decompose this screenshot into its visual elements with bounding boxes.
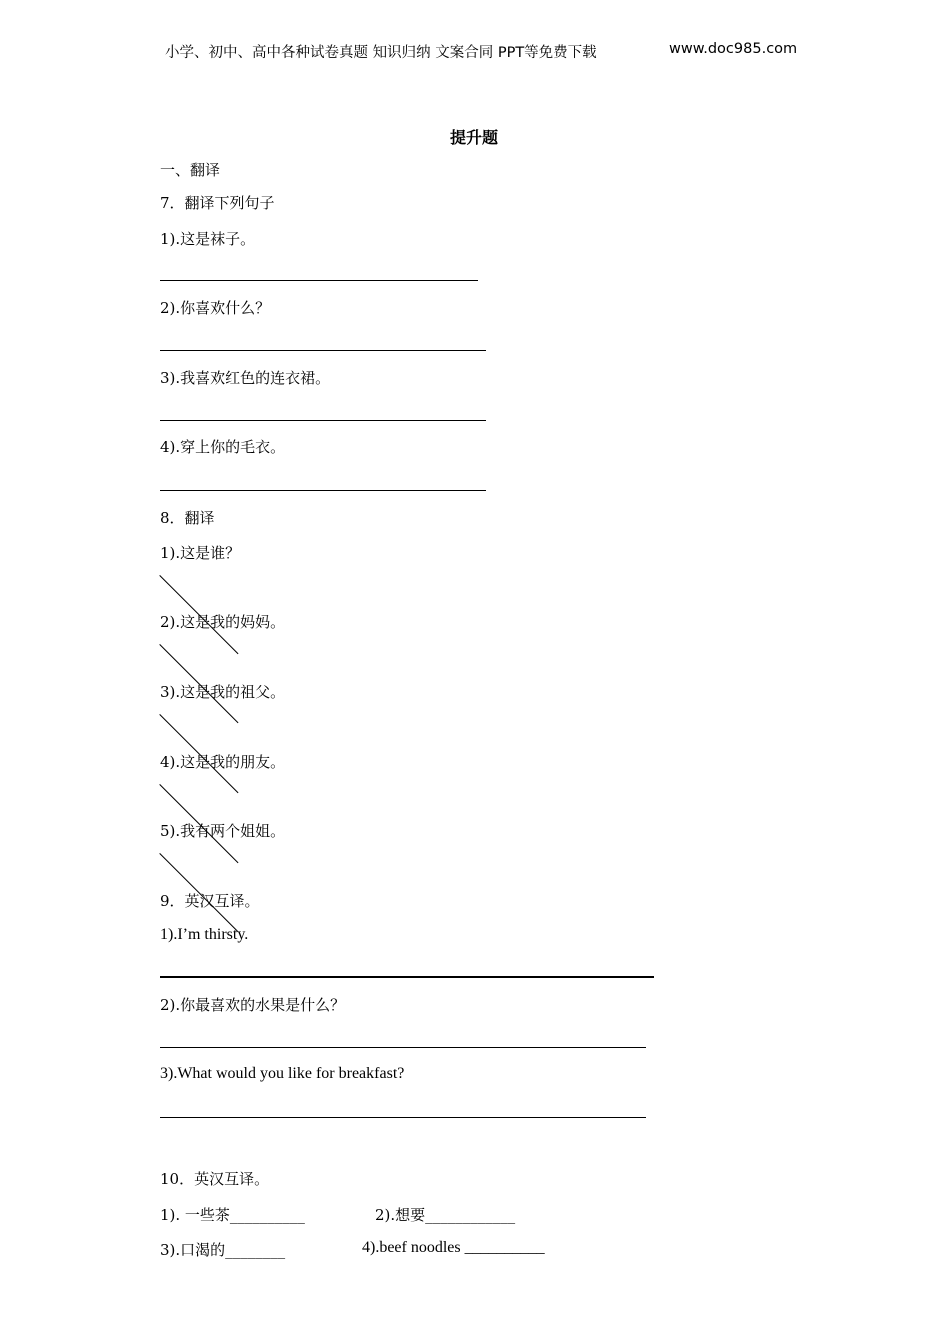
- q8-item-4: 4).这是我的朋友。: [160, 753, 286, 771]
- question-9-heading: 9．英汉互译。: [160, 892, 260, 910]
- q8-item-1: 1).这是谁？: [160, 544, 241, 562]
- q9-item-3: 3).What would you like for breakfast?: [160, 1065, 405, 1082]
- q10-item-1: 1). 一些茶__________: [160, 1206, 305, 1224]
- q10-item-3: 3).口渴的________: [160, 1241, 286, 1259]
- q7-answer-line-4[interactable]: [160, 490, 486, 491]
- question-8-heading: 8．翻译: [160, 509, 215, 527]
- q10-item-4: 4).beef noodles __________: [362, 1239, 545, 1256]
- header-text: 小学、初中、高中各种试卷真题 知识归纳 文案合同 PPT等免费下载: [165, 45, 597, 61]
- q9-item-1: 1).I’m thirsty.: [160, 926, 249, 943]
- q9-answer-line-1[interactable]: [160, 976, 654, 978]
- q7-item-4: 4).穿上你的毛衣。: [160, 438, 286, 456]
- q8-item-3: 3).这是我的祖父。: [160, 683, 286, 701]
- q7-item-3: 3).我喜欢红色的连衣裙。: [160, 369, 331, 387]
- page-title: 提升题: [450, 128, 499, 147]
- q10-item-2: 2).想要____________: [375, 1206, 516, 1224]
- q9-answer-line-2[interactable]: [160, 1047, 646, 1048]
- q9-answer-line-3[interactable]: [160, 1117, 646, 1118]
- q7-item-2: 2).你喜欢什么？: [160, 299, 271, 317]
- q7-answer-line-2[interactable]: [160, 350, 486, 351]
- section-heading: 一、翻译: [160, 161, 221, 179]
- header-website-link[interactable]: www.doc985.com: [669, 41, 798, 57]
- q8-item-5: 5).我有两个姐姐。: [160, 822, 286, 840]
- question-7-heading: 7．翻译下列句子: [160, 194, 275, 212]
- q7-answer-line-3[interactable]: [160, 420, 486, 421]
- q9-item-2: 2).你最喜欢的水果是什么？: [160, 996, 346, 1014]
- q8-item-2: 2).这是我的妈妈。: [160, 613, 286, 631]
- question-10-heading: 10．英汉互译。: [160, 1170, 270, 1188]
- q7-answer-line-1[interactable]: [160, 280, 478, 281]
- q7-item-1: 1).这是袜子。: [160, 230, 256, 248]
